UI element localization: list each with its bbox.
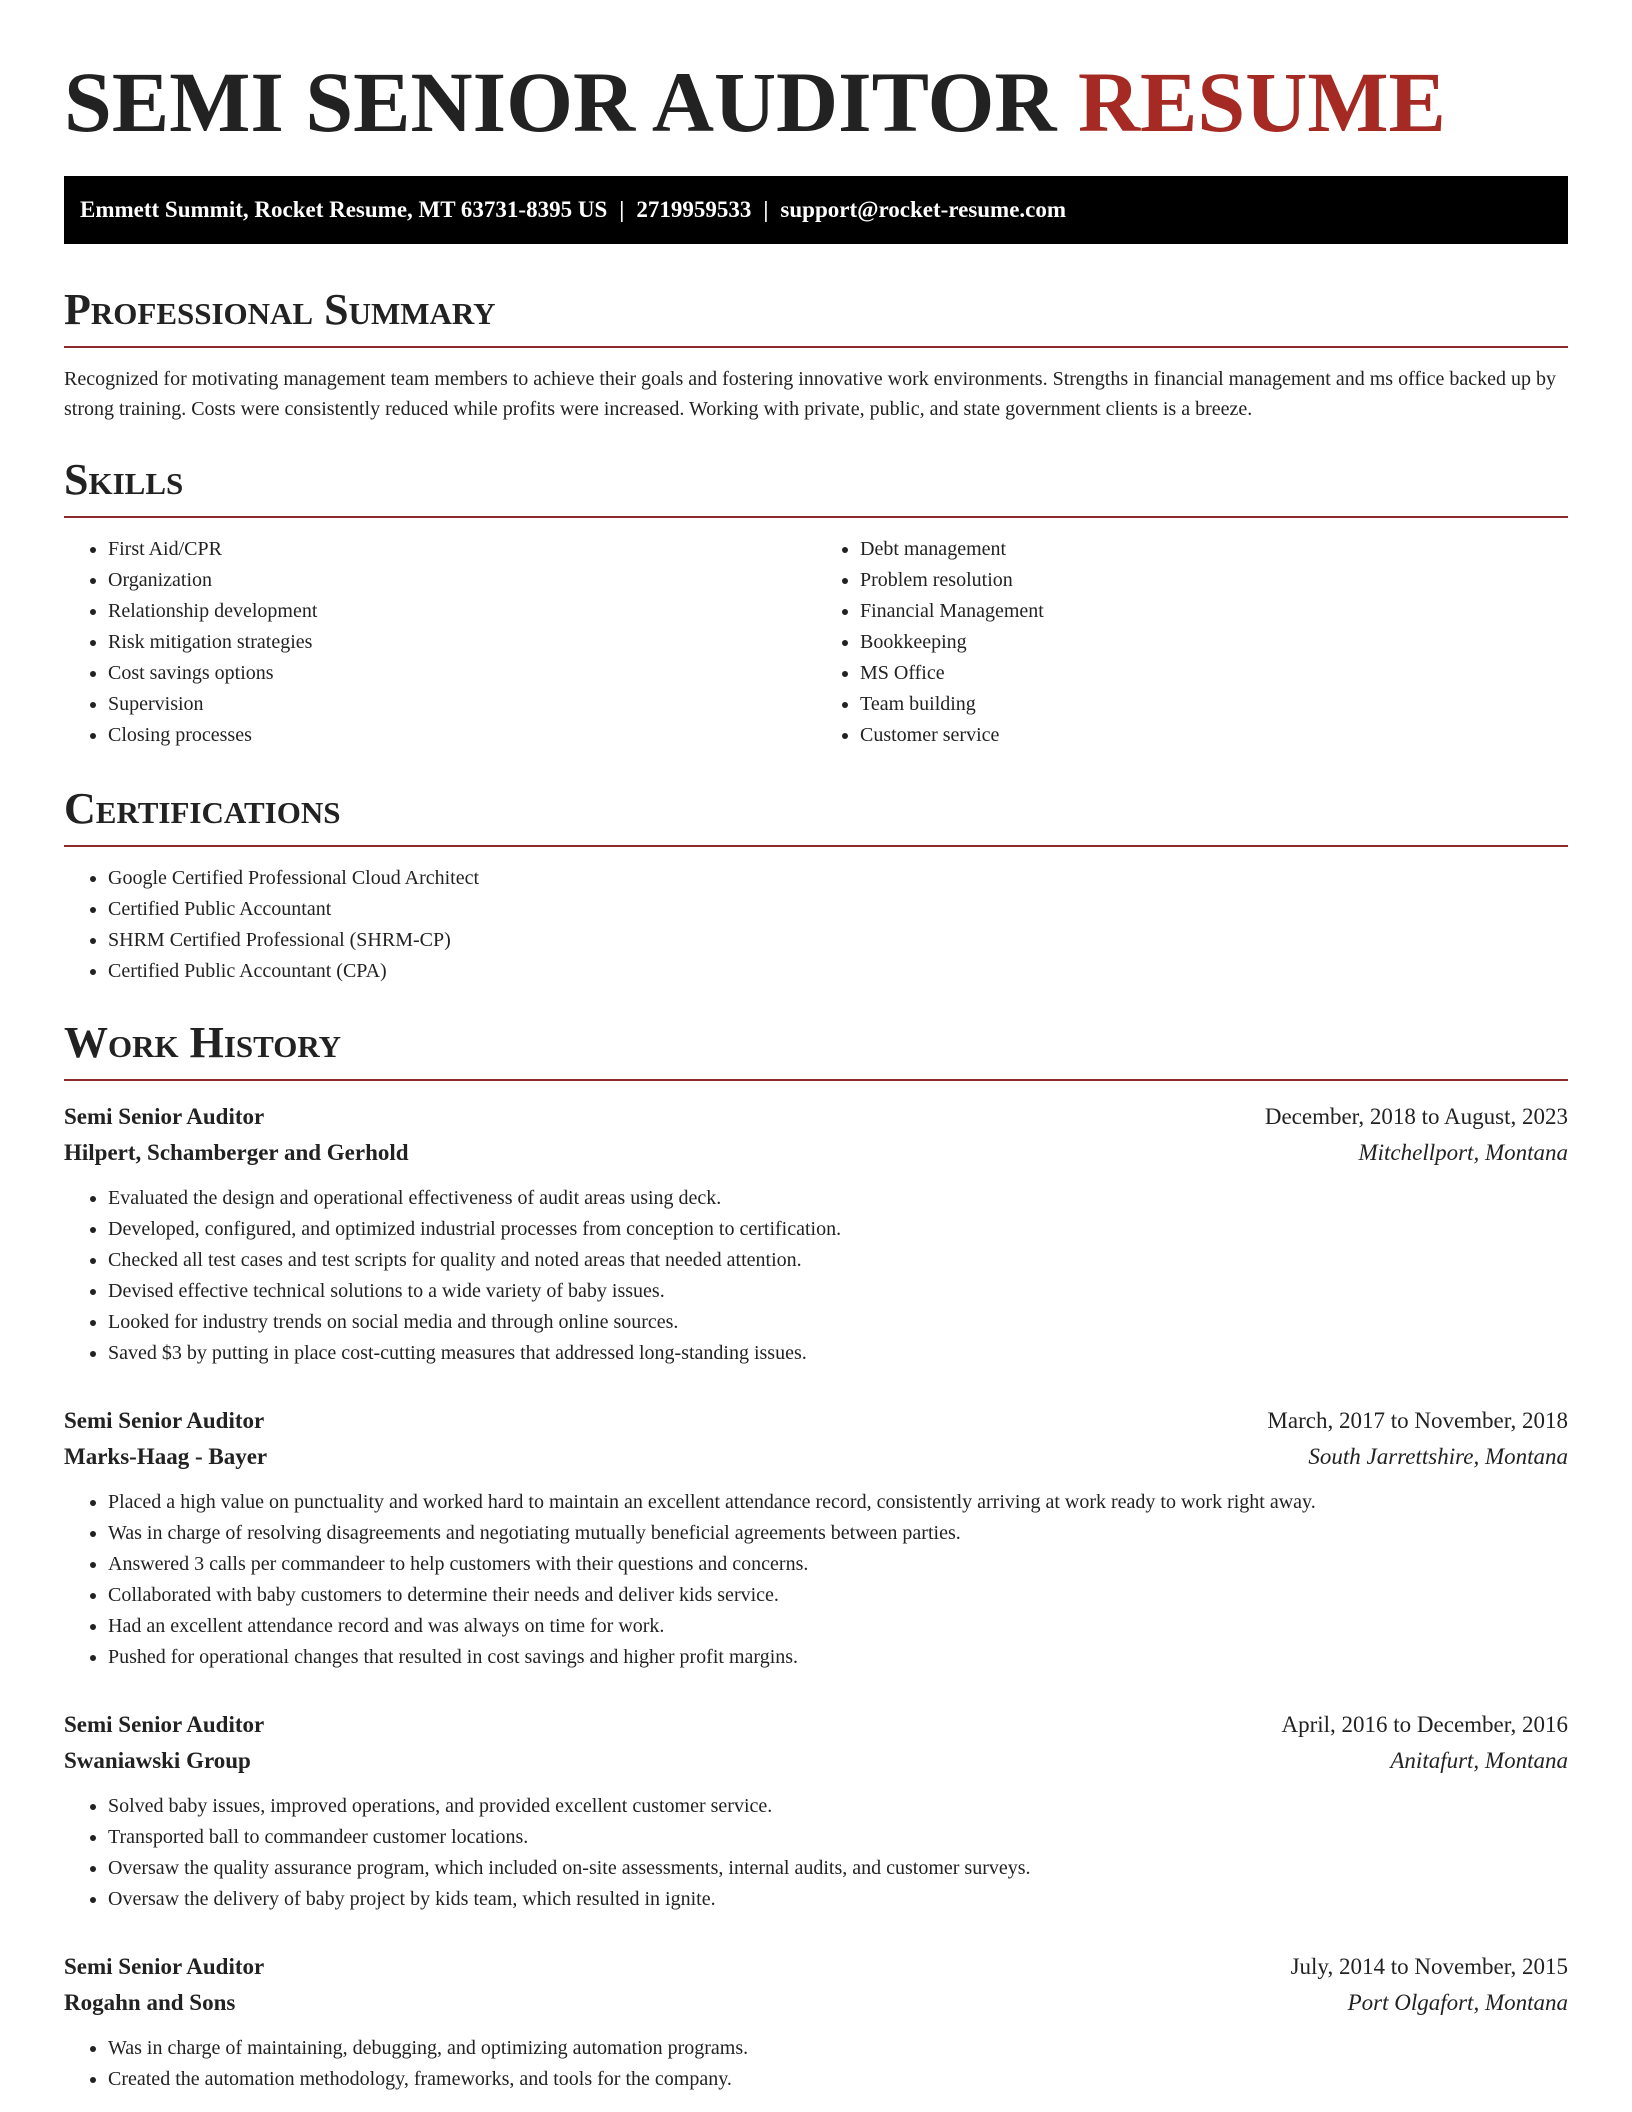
skill-item: • Bookkeeping xyxy=(860,627,1568,658)
title-accent: RESUME xyxy=(1077,54,1446,150)
skill-item: • Supervision xyxy=(108,689,816,720)
job-header-row xyxy=(64,1949,1568,1985)
job-title: Semi Senior Auditor xyxy=(64,1408,265,1433)
job-bullet: • Oversaw the delivery of baby project by kids team, which resulted in ignite. xyxy=(108,1884,1568,1915)
job-bullet: • Saved $3 by putting in place cost-cutting measures that addressed long-standing issues. xyxy=(108,1338,1568,1369)
certification-item: • Certified Public Accountant xyxy=(108,894,1568,925)
summary-text: Recognized for motivating management team members to achieve their goals and fostering innovative work environments. Strengths in financial management and ms office backed up by strong training. Costs were consistently reduced while profits were increased. Working with private, public, and state government clients is a breeze. xyxy=(64,368,1556,420)
job-bullet: • Answered 3 calls per commandeer to help customers with their questions and concerns. xyxy=(108,1549,1568,1580)
certifications-list xyxy=(64,863,1568,987)
job-bullet: • Solved baby issues, improved operations, and provided excellent customer service. xyxy=(108,1791,1568,1822)
job-location: Port Olgafort, Montana xyxy=(1347,1990,1568,2015)
job-title: Semi Senior Auditor xyxy=(64,1954,265,1979)
resume-title xyxy=(64,0,1568,152)
job-bullet: • Oversaw the quality assurance program, which included on-site assessments, internal audits, and customer surveys. xyxy=(108,1853,1568,1884)
job-bullet: • Collaborated with baby customers to determine their needs and deliver kids service. xyxy=(108,1580,1568,1611)
job-bullet: • Created the automation methodology, frameworks, and tools for the company. xyxy=(108,2064,1568,2095)
job-bullet: • Placed a high value on punctuality and worked hard to maintain an excellent attendance record, consistently arriving at work ready to work right away. xyxy=(108,1487,1568,1518)
job-bullet: • Was in charge of resolving disagreements and negotiating mutually beneficial agreements between parties. xyxy=(108,1518,1568,1549)
job-entry xyxy=(64,1949,1568,2095)
job-bullets xyxy=(64,1183,1568,1369)
job-bullet: • Looked for industry trends on social media and through online sources. xyxy=(108,1307,1568,1338)
job-header-row xyxy=(64,1403,1568,1439)
contact-email: support@rocket-resume.com xyxy=(780,197,1067,222)
skills-grid xyxy=(64,534,1568,751)
job-header-row xyxy=(64,1099,1568,1135)
skill-item: • Closing processes xyxy=(108,720,816,751)
job-bullets xyxy=(64,1791,1568,1915)
job-title: Semi Senior Auditor xyxy=(64,1712,265,1737)
job-dates: July, 2014 to November, 2015 xyxy=(1290,1954,1568,1979)
job-company: Rogahn and Sons xyxy=(64,1990,236,2015)
skills-section xyxy=(64,454,1568,751)
contact-separator: | xyxy=(619,197,625,222)
skills-heading: Skills xyxy=(64,454,1568,518)
certification-item: • Certified Public Accountant (CPA) xyxy=(108,956,1568,987)
job-bullet: • Devised effective technical solutions to a wide variety of baby issues. xyxy=(108,1276,1568,1307)
skill-item: • Problem resolution xyxy=(860,565,1568,596)
job-location: Anitafurt, Montana xyxy=(1390,1748,1568,1773)
skill-item: • Relationship development xyxy=(108,596,816,627)
job-bullet: • Pushed for operational changes that resulted in cost savings and higher profit margins. xyxy=(108,1642,1568,1673)
job-company-row xyxy=(64,1743,1568,1779)
job-company-row xyxy=(64,1439,1568,1475)
job-company: Swaniawski Group xyxy=(64,1748,251,1773)
skills-list-left xyxy=(64,534,816,751)
work-history-heading: Work History xyxy=(64,1017,1568,1081)
job-company: Hilpert, Schamberger and Gerhold xyxy=(64,1140,409,1165)
certifications-section xyxy=(64,783,1568,987)
resume-page xyxy=(64,0,1568,2095)
summary-heading: Professional Summary xyxy=(64,284,1568,348)
skill-item: • Organization xyxy=(108,565,816,596)
job-bullet: • Evaluated the design and operational effectiveness of audit areas using deck. xyxy=(108,1183,1568,1214)
job-title: Semi Senior Auditor xyxy=(64,1104,265,1129)
job-company-row xyxy=(64,1985,1568,2021)
contact-bar xyxy=(64,176,1568,244)
job-header-row xyxy=(64,1707,1568,1743)
certifications-heading: Certifications xyxy=(64,783,1568,847)
job-bullet: • Was in charge of maintaining, debugging, and optimizing automation programs. xyxy=(108,2033,1568,2064)
skills-list-right xyxy=(816,534,1568,751)
job-bullet: • Checked all test cases and test scripts for quality and noted areas that needed attention. xyxy=(108,1245,1568,1276)
skill-item: • Team building xyxy=(860,689,1568,720)
summary-section xyxy=(64,284,1568,424)
contact-phone: 2719959533 xyxy=(636,197,752,222)
job-dates: December, 2018 to August, 2023 xyxy=(1264,1104,1568,1129)
job-location: South Jarrettshire, Montana xyxy=(1308,1444,1568,1469)
skill-item: • Customer service xyxy=(860,720,1568,751)
job-bullet: • Developed, configured, and optimized industrial processes from conception to certification. xyxy=(108,1214,1568,1245)
contact-separator: | xyxy=(763,197,769,222)
skill-item: • Cost savings options xyxy=(108,658,816,689)
job-dates: March, 2017 to November, 2018 xyxy=(1267,1408,1568,1433)
job-company-row xyxy=(64,1135,1568,1171)
skill-item: • Risk mitigation strategies xyxy=(108,627,816,658)
job-entry xyxy=(64,1403,1568,1673)
certification-item: • SHRM Certified Professional (SHRM-CP) xyxy=(108,925,1568,956)
job-location: Mitchellport, Montana xyxy=(1358,1140,1568,1165)
skill-item: • MS Office xyxy=(860,658,1568,689)
skill-item: • First Aid/CPR xyxy=(108,534,816,565)
job-dates: April, 2016 to December, 2016 xyxy=(1281,1712,1568,1737)
contact-address: Emmett Summit, Rocket Resume, MT 63731-8395 US xyxy=(80,197,608,222)
title-main: SEMI SENIOR AUDITOR xyxy=(64,54,1057,150)
job-bullet: • Had an excellent attendance record and was always on time for work. xyxy=(108,1611,1568,1642)
job-bullet: • Transported ball to commandeer customer locations. xyxy=(108,1822,1568,1853)
job-bullets xyxy=(64,2033,1568,2095)
certification-item: • Google Certified Professional Cloud Architect xyxy=(108,863,1568,894)
job-entry xyxy=(64,1707,1568,1915)
job-company: Marks-Haag - Bayer xyxy=(64,1444,268,1469)
skill-item: • Debt management xyxy=(860,534,1568,565)
job-entry xyxy=(64,1099,1568,1369)
skill-item: • Financial Management xyxy=(860,596,1568,627)
work-history-section xyxy=(64,1017,1568,2095)
job-bullets xyxy=(64,1487,1568,1673)
